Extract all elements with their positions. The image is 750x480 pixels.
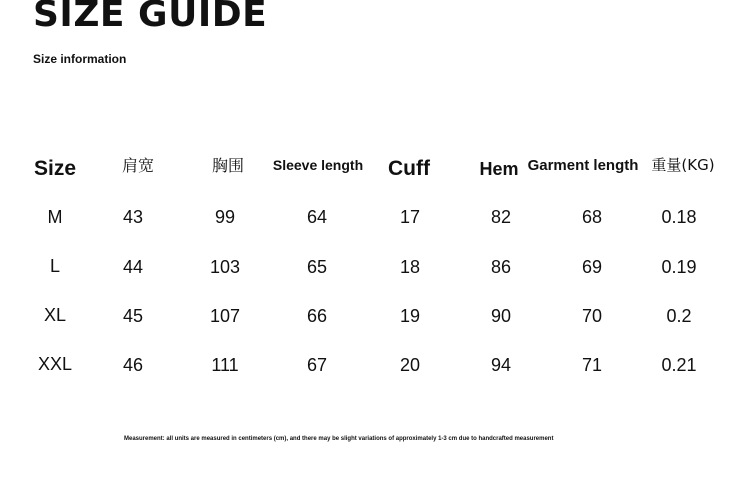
size-label: M bbox=[47, 207, 63, 227]
size-label: XXL bbox=[37, 354, 73, 374]
header-size: Size bbox=[33, 157, 77, 180]
table-cell: 0.18 bbox=[661, 207, 697, 227]
header-cuff: Cuff bbox=[388, 157, 430, 180]
table-cell: 107 bbox=[209, 306, 241, 326]
table-cell: 69 bbox=[581, 257, 603, 277]
table-cell: 71 bbox=[581, 355, 603, 375]
table-cell: 64 bbox=[306, 207, 328, 227]
header-chest: 胸围 bbox=[211, 156, 245, 175]
table-cell: 67 bbox=[306, 355, 328, 375]
size-label: XL bbox=[43, 305, 67, 325]
table-cell: 20 bbox=[399, 355, 421, 375]
table-cell: 103 bbox=[209, 257, 241, 277]
table-cell: 70 bbox=[581, 306, 603, 326]
table-cell: 0.21 bbox=[661, 355, 697, 375]
table-cell: 66 bbox=[306, 306, 328, 326]
table-cell: 68 bbox=[581, 207, 603, 227]
header-hem: Hem bbox=[479, 159, 519, 179]
table-cell: 43 bbox=[122, 207, 144, 227]
page-title: SIZE GUIDE bbox=[33, 0, 268, 35]
table-cell: 46 bbox=[122, 355, 144, 375]
measurement-footnote: Measurement: all units are measured in centimeters (cm), and there may be slight variations of approximately 1-3 cm due to handcrafted measurement bbox=[124, 436, 554, 442]
table-cell: 90 bbox=[490, 306, 512, 326]
page-subtitle: Size information bbox=[33, 52, 127, 66]
table-cell: 44 bbox=[122, 257, 144, 277]
table-cell: 18 bbox=[399, 257, 421, 277]
header-garment-length: Garment length bbox=[527, 157, 639, 174]
table-cell: 0.2 bbox=[666, 306, 692, 326]
table-cell: 86 bbox=[490, 257, 512, 277]
table-cell: 45 bbox=[122, 306, 144, 326]
size-label: L bbox=[49, 256, 61, 276]
table-cell: 65 bbox=[306, 257, 328, 277]
table-cell: 0.19 bbox=[661, 257, 697, 277]
table-cell: 19 bbox=[399, 306, 421, 326]
header-sleeve-length: Sleeve length bbox=[272, 157, 364, 173]
header-weight: 重量(KG) bbox=[651, 156, 715, 174]
table-cell: 82 bbox=[490, 207, 512, 227]
table-cell: 17 bbox=[399, 207, 421, 227]
header-shoulder-width: 肩宽 bbox=[121, 156, 155, 175]
table-cell: 94 bbox=[490, 355, 512, 375]
table-cell: 99 bbox=[214, 207, 236, 227]
table-cell: 111 bbox=[211, 355, 239, 375]
